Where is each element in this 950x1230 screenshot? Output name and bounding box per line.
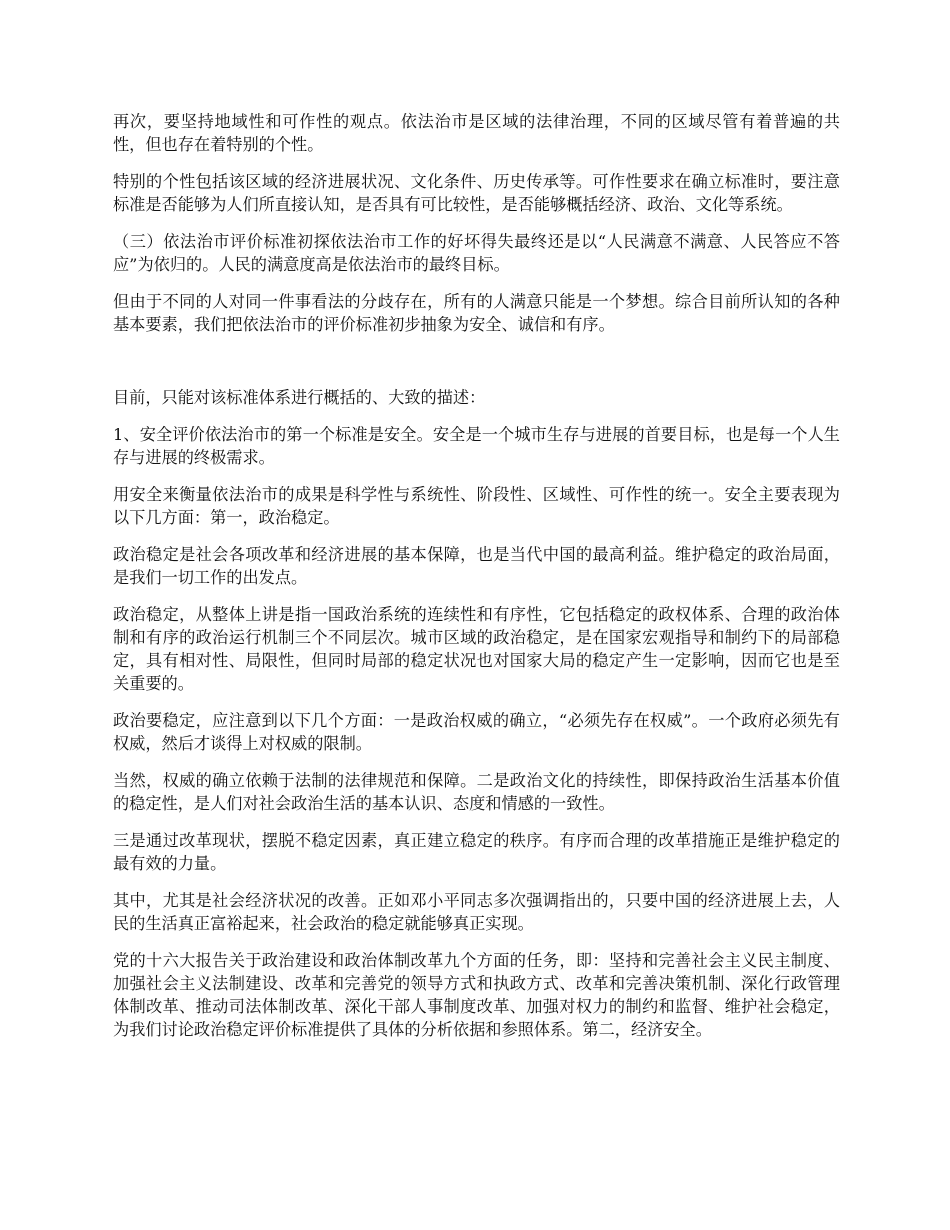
paragraph-9: 政治稳定，从整体上讲是指一国政治系统的连续性和有序性，它包括稳定的政权体系、合理的政治体制和有序的政治运行机制三个不同层次。城市区域的政治稳定，是在国家宏观指导和制约下的局部稳定，具有相对性、局限性，但同时局部的稳定状况也对国家大局的稳定产生一定影响，因而它也是至关重要的。 [113, 605, 840, 693]
paragraph-14: 党的十六大报告关于政治建设和政治体制改革九个方面的任务，即：坚持和完善社会主义民主制度、加强社会主义法制建设、改革和完善党的领导方式和执政方式、改革和完善决策机制、深化行政管理体制改革、推动司法体制改革、深化干部人事制度改革、加强对权力的制约和监督、维护社会稳定，为我们讨论政治稳定评价标准提供了具体的分析依据和参照体系。第二，经济安全。 [113, 951, 840, 1039]
paragraph-4: 但由于不同的人对同一件事看法的分歧存在，所有的人满意只能是一个梦想。综合目前所认知的各种基本要素，我们把依法治市的评价标准初步抽象为安全、诚信和有序。 [113, 292, 840, 334]
paragraph-8: 政治稳定是社会各项改革和经济进展的基本保障，也是当代中国的最高利益。维护稳定的政治局面，是我们一切工作的出发点。 [113, 545, 840, 587]
paragraph-7: 用安全来衡量依法治市的成果是科学性与系统性、阶段性、区域性、可作性的统一。安全主要表现为以下几方面：第一，政治稳定。 [113, 485, 840, 527]
paragraph-3: （三）依法治市评价标准初探依法治市工作的好坏得失最终还是以“人民满意不满意、人民答应不答应”为依归的。人民的满意度高是依法治市的最终目标。 [113, 232, 840, 274]
paragraph-6: 1、安全评价依法治市的第一个标准是安全。安全是一个城市生存与进展的首要目标，也是每一个人生存与进展的终极需求。 [113, 425, 840, 467]
paragraph-12: 三是通过改革现状，摆脱不稳定因素，真正建立稳定的秩序。有序而合理的改革措施正是维护稳定的最有效的力量。 [113, 831, 840, 873]
paragraph-2: 特别的个性包括该区域的经济进展状况、文化条件、历史传承等。可作性要求在确立标准时，要注意标准是否能够为人们所直接认知，是否具有可比较性，是否能够概括经济、政治、文化等系统。 [113, 172, 840, 214]
paragraph-13: 其中，尤其是社会经济状况的改善。正如邓小平同志多次强调指出的，只要中国的经济进展上去，人民的生活真正富裕起来，社会政治的稳定就能够真正实现。 [113, 891, 840, 933]
paragraph-5: 目前，只能对该标准体系进行概括的、大致的描述： [113, 388, 486, 407]
document-body [113, 110, 840, 1055]
paragraph-11: 当然，权威的确立依赖于法制的法律规范和保障。二是政治文化的持续性，即保持政治生活基本价值的稳定性，是人们对社会政治生活的基本认识、态度和情感的一致性。 [113, 771, 840, 813]
section-gap [113, 350, 840, 386]
paragraph-1: 再次，要坚持地域性和可作性的观点。依法治市是区域的法律治理，不同的区域尽管有着普遍的共性，但也存在着特别的个性。 [113, 112, 840, 154]
paragraph-10: 政治要稳定，应注意到以下几个方面：一是政治权威的确立，“必须先存在权威”。一个政府必须先有权威，然后才谈得上对权威的限制。 [113, 711, 840, 753]
